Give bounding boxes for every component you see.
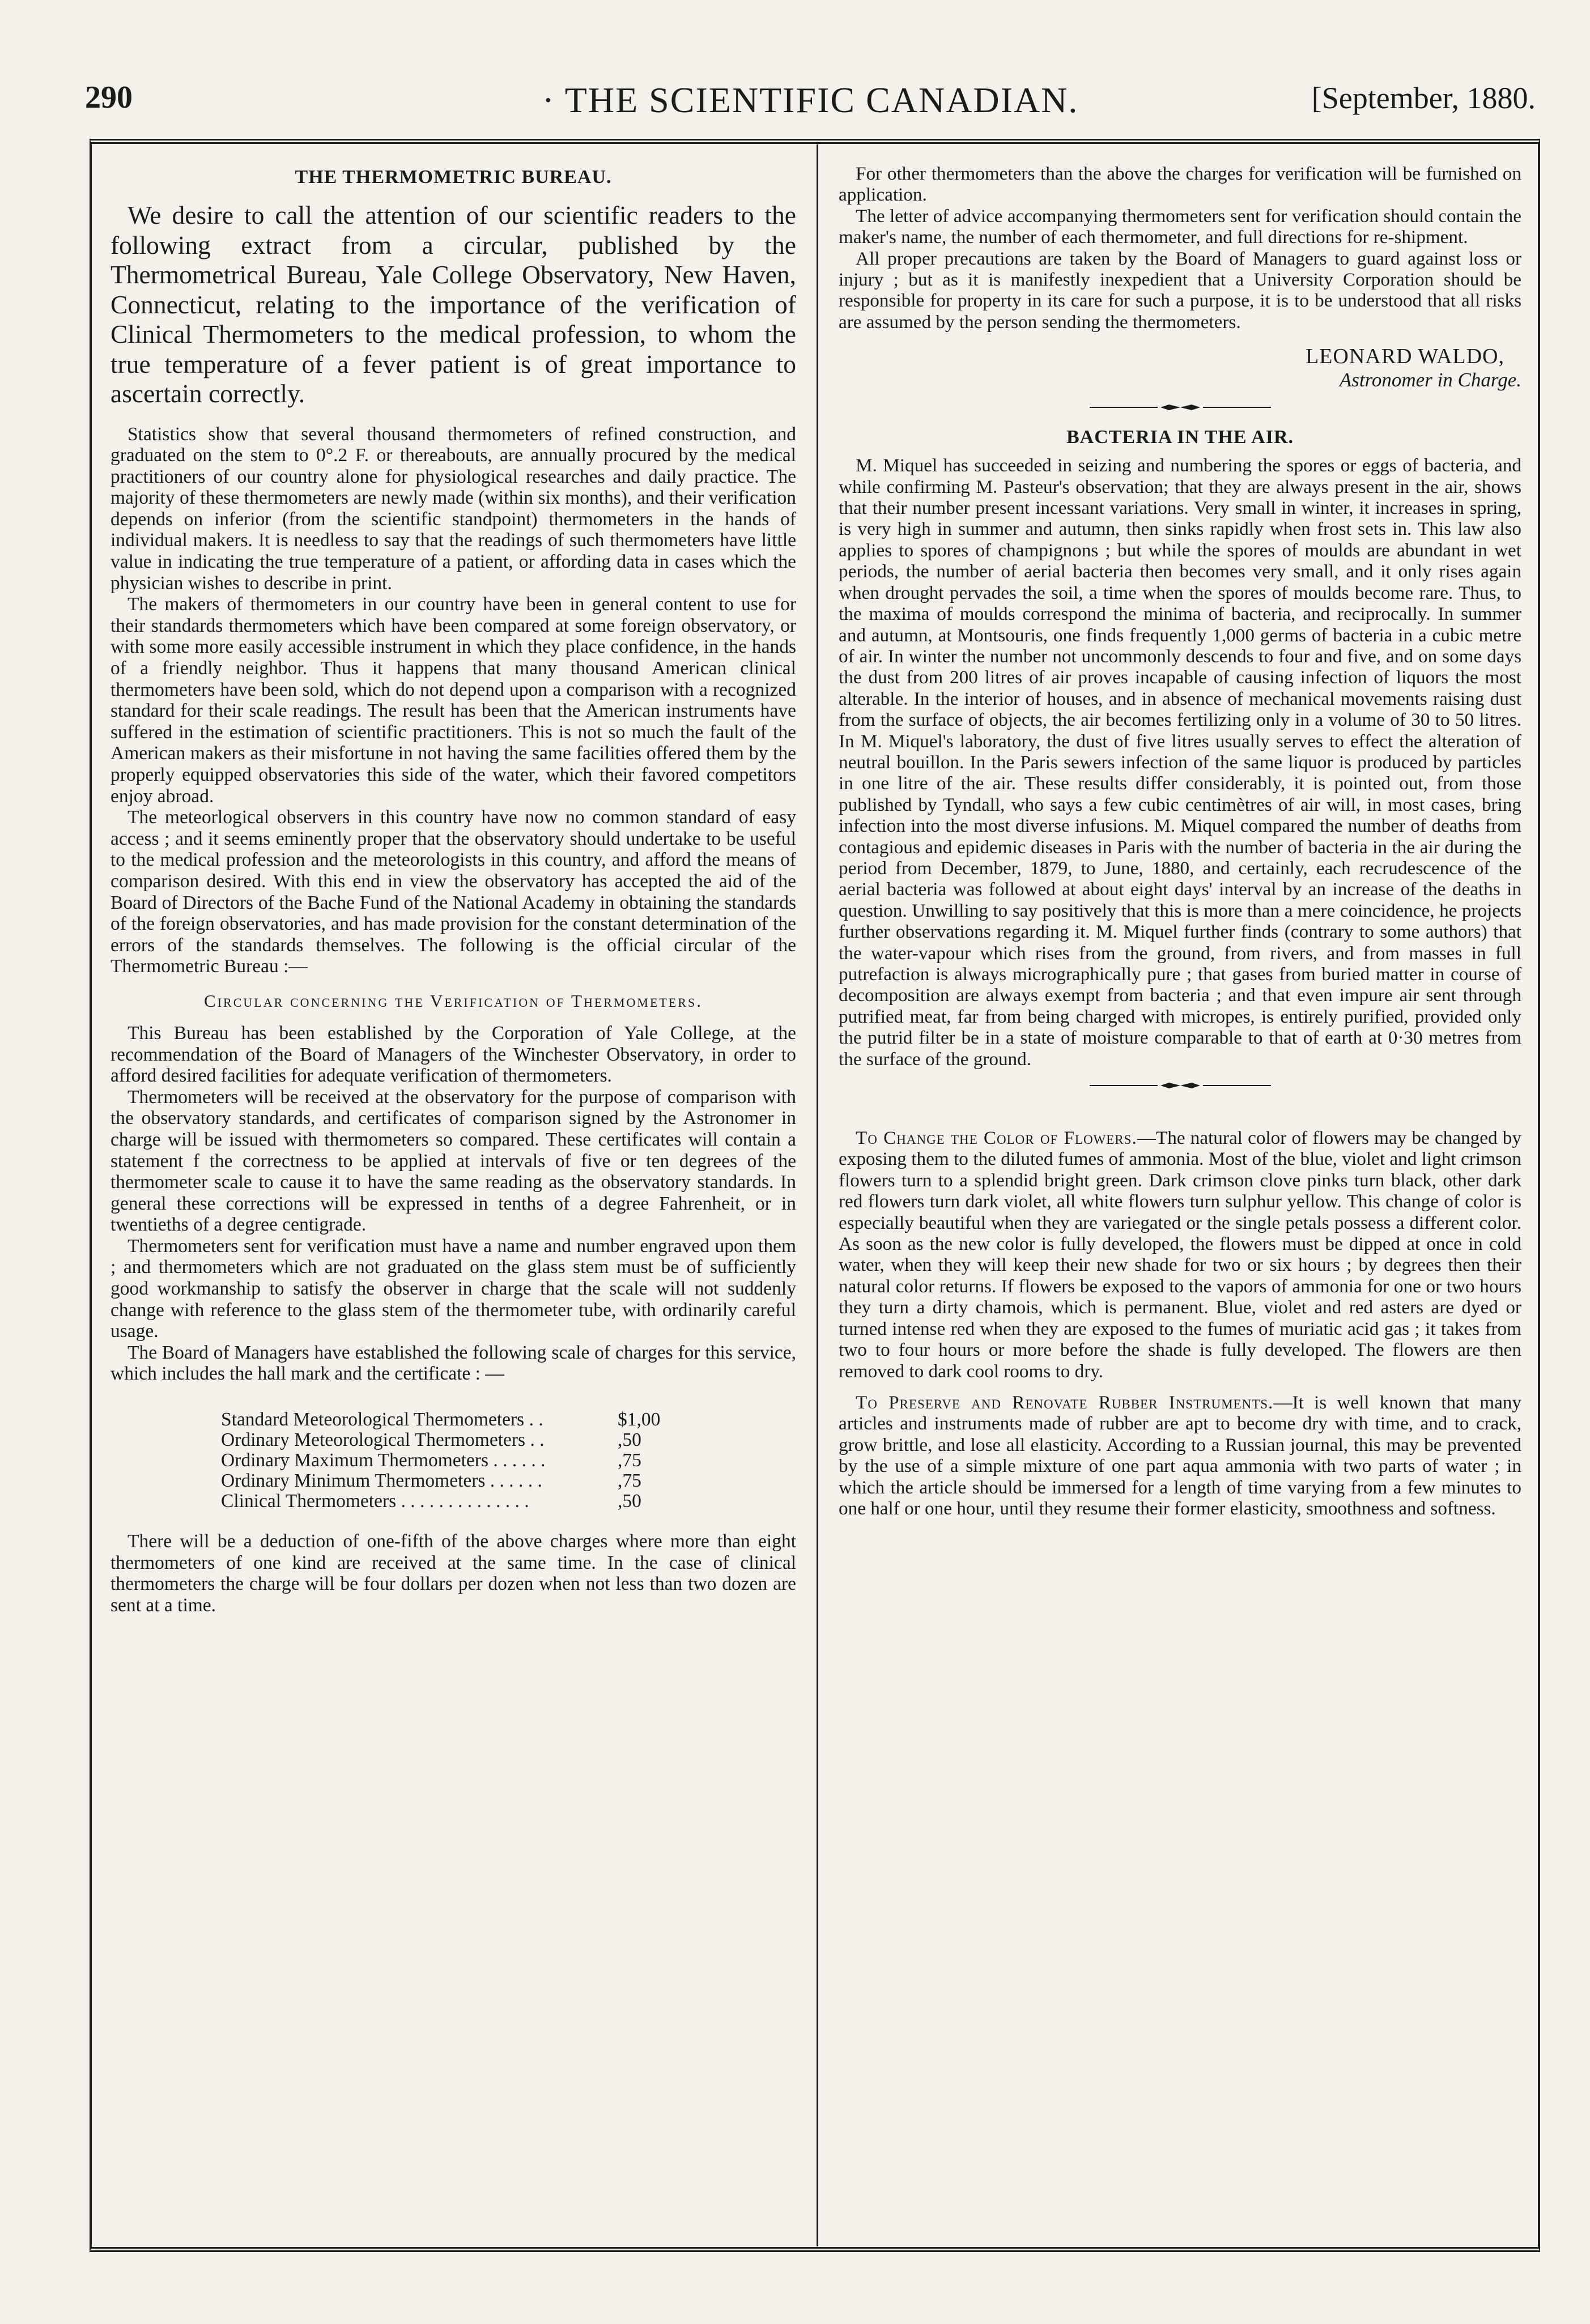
table-row [221,1430,686,1450]
article-title-thermometric-bureau: THE THERMOMETRIC BUREAU. [295,167,612,188]
bacteria-article-body [839,455,1521,1070]
flowers-note-lead: To Change the Color of Flowers. [856,1127,1137,1149]
rate-price: ,75 [618,1450,641,1471]
spacer [839,1105,1521,1127]
flowers-note [839,1127,1521,1382]
table-row [221,1491,686,1512]
table-row [221,1410,686,1430]
issue-date: [September, 1880. [1311,81,1536,115]
paragraph: Statistics show that several thousand thermometers of refined construction, and graduated on the stem to 0°.2 F. or thereabouts, are annually procured by the medical practitioners of our country alone for physiological researches and daily practice. The majority of these thermometers are newly made (within six months), and their verification depends on inferior (from the scientific standpoint) thermometers in the hands of individual makers. It is needless to say that the readings of such thermometers have little value in indicating the true temperature of a patient, or affording data in cases which the physician wishes to describe in print. [110,423,796,594]
divider-ornament [1090,1080,1271,1091]
article-intro [110,201,796,409]
signature-name: LEONARD WALDO, [1305,344,1504,369]
intro-paragraph: We desire to call the attention of our scientific readers to the following extract from a circular, published by the Thermometrical Bureau, Yale College Observatory, New Haven, Connecticut, relating to the importance of the verification of Clinical Thermometers to the medical profession, to whom the true temperature of a fever patient is of great importance to ascertain correctly. [110,201,796,408]
paragraph: The Board of Managers have established the following scale of charges for this service, which includes the hall mark and the certificate : — [110,1342,796,1385]
paragraph: The meteorlogical observers in this country have now no common standard of easy access ; and it seems eminently proper that the observatory should undertake to be useful to the medical profession and the meteorologists in this country, and afford the means of comparison desired. With this end in view the observatory has accepted the aid of the Board of Directors of the Bache Fund of the National Academy in obtaining the standards of the foreign observatories, and has made provision for the constant determination of the errors of the standards themselves. The following is the official circular of the Thermometric Bureau :— [110,807,796,977]
rubber-note [839,1392,1521,1519]
rubber-note-text: —It is well known that many articles and instruments made of rubber are apt to become dry with time, and to crack, grow brittle, and lose all elasticity. According to a Russian journal, this may be prevented by the use of a simple mixture of one part aqua ammonia with two parts of water ; in which the article should be immersed for a length of time varying from a few minutes to one half or one hour, until they resume their former elasticity, smoothness and softness. [839,1391,1521,1519]
rate-price: $1,00 [618,1409,661,1431]
rate-item: Ordinary Maximum Thermometers . . . . . . [221,1450,546,1471]
charges-table [221,1410,686,1512]
rate-price: ,50 [618,1491,641,1512]
right-column [839,163,1521,1519]
flowers-note-text: —The natural color of flowers may be changed by exposing them to the diluted fumes of ammonia. Most of the blue, violet and light crimson flowers turn to a splendid bright green. Dark crimson clove pinks turn black, other dark red flowers turn dark violet, all white flowers turn sulphur yellow. This change of color is especially beautiful when they are variegated or the single petals possess a different color. As soon as the new color is fully developed, the flowers must be dipped at once in cold water, when they will keep their new shade for two or six hours ; by degrees then their natural color returns. If flowers be exposed to the vapors of ammonia for one or two hours they turn a dirty chamois, which is permanent. Blue, violet and red asters are dyed or turned intense red when they are exposed to the fumes of muriatic acid gas ; it takes from two to four hours or more before the shade is fully developed. The flowers are then removed to dark cool rooms to dry. [839,1127,1521,1382]
signature-title: Astronomer in Charge. [1339,369,1521,391]
column-rule [817,144,818,2246]
table-row [221,1471,686,1491]
rate-item: Clinical Thermometers . . . . . . . . . . . . . . [221,1491,529,1512]
rate-price: ,50 [618,1429,641,1451]
divider-ornament [1090,402,1271,413]
notes-body [839,1127,1521,1519]
journal-title: · THE SCIENTIFIC CANADIAN. [542,80,1079,120]
article-title-bacteria: BACTERIA IN THE AIR. [1066,427,1294,448]
paragraph: The letter of advice accompanying thermometers sent for verification should contain the maker's name, the number of each thermometer, and full directions for re-shipment. [839,205,1521,248]
left-column [110,163,796,1616]
paragraph: For other thermometers than the above the charges for verification will be furnished on application. [839,163,1521,206]
circular-heading: Circular concerning the Verification of Thermometers. [204,990,703,1011]
paragraph: This Bureau has been established by the Corporation of Yale College, at the recommendation of the Board of Managers of the Winchester Observatory, in order to afford desired facilities for adequate verification of thermometers. [110,1022,796,1087]
paragraph: Thermometers will be received at the observatory for the purpose of comparison with the observatory standards, and certificates of comparison signed by the Astronomer in charge will be issued with thermometers so compared. These certificates will contain a statement f the correctness to be applied at intervals of five or ten degrees of the thermometer scale to cause it to have the same reading as the observatory standards. In general these corrections will be expressed in tenths of a degree Fahrenheit, or in twentieths of a degree centigrade. [110,1086,796,1236]
article-body [110,424,796,1616]
page-number: 290 [85,80,133,115]
rate-price: ,75 [618,1470,641,1492]
paragraph: There will be a deduction of one-fifth of the above charges where more than eight thermometers of one kind are received at the same time. In the case of clinical thermometers the charge will be four dollars per dozen when not less than two dozen are sent at a time. [110,1531,796,1616]
article-body-continued [839,163,1521,333]
paragraph: Thermometers sent for verification must have a name and number engraved upon them ; and thermometers which are not graduated on the glass stem must be of sufficiently good workmanship to satisfy the observer in charge that the scale will not suddenly change with reference to the glass stem of the thermometer tube, with ordinarily careful usage. [110,1235,796,1342]
paragraph: M. Miquel has succeeded in seizing and numbering the spores or eggs of bacteria, and while confirming M. Pasteur's observation; that they are always present in the air, shows that their number present incessant variations. Very small in winter, it increases in spring, is very high in summer and autumn, then sinks rapidly when frost sets in. This law also applies to spores of champignons ; but while the spores of moulds are abundant in wet periods, the number of aerial bacteria then becomes very small, and it only rises again when drought pervades the soil, a time when the spores of moulds become rare. Thus, to the maxima of moulds correspond the minima of bacteria, and reciprocally. In summer and autumn, at Montsouris, one finds frequently 1,000 germs of bacteria in a cubic metre of air. In winter the number not uncommonly descends to four and five, and on some days the dust from 200 litres of air proves incapable of causing infection of liquors the most alterable. In the interior of houses, and in absence of mechanical movements raising dust from the surface of objects, the air becomes fertilizing only in a volume of 30 to 50 litres. In M. Miquel's laboratory, the dust of five litres usually serves to effect the alteration of neutral bouillon. In the Paris sewers infection of the same liquor is produced by particles in one litre of the air. These results differ considerably, it is pointed out, from those published by Tyndall, who says a few cubic centimètres of air will, in most cases, bring infection into the most diverse infusions. M. Miquel compared the number of deaths from contagious and epidemic diseases in Paris with the number of bacteria in the air during the period from December, 1879, to June, 1880, and certainly, each recrudescence of the aerial bacteria was followed at about eight days' interval by an increase of the deaths in question. Unwilling to say positively that this is more than a mere coincidence, he projects further observations regarding it. M. Miquel further finds (contrary to some authors) that the water-vapour which rises from the ground, from rivers, and from masses in full putrefaction is always micrographically pure ; that gases from buried matter in course of decomposition are always exempt from bacteria ; and that even impure air sent through putrified meat, far from being charged with micropes, is entirely purified, provided only the putrid filter be in a state of moisture comparable to that of earth at 0·30 metres from the surface of the ground. [839,455,1521,1070]
rubber-note-lead: To Preserve and Renovate Rubber Instruments. [856,1391,1274,1413]
paragraph: All proper precautions are taken by the Board of Managers to guard against loss or injury ; but as it is manifestly inexpedient that a University Corporation should be responsible for property in its care for such a purpose, it is to be understood that all risks are assumed by the person sending the thermometers. [839,248,1521,333]
table-row [221,1450,686,1471]
paragraph: The makers of thermometers in our country have been in general content to use for their standards thermometers which have been compared at some foreign observatory, or with some more easily accessible instrument in which they place confidence, in the hands of a friendly neighbor. Thus it happens that many thousand American clinical thermometers have been sold, which do not depend upon a comparison with a recognized standard for their scale readings. The result has been that the American instruments have suffered in the estimation of scientific practitioners. This is not so much the fault of the American makers as their misfortune in not having the same facilities offered them by the properly equipped observatories this side of the water, which their favored competitors enjoy abroad. [110,594,796,807]
rate-item: Ordinary Minimum Thermometers . . . . . . [221,1471,542,1492]
rate-item: Standard Meteorological Thermometers . . [221,1410,543,1431]
running-head [85,79,1536,130]
rate-item: Ordinary Meteorological Thermometers . . [221,1430,545,1451]
